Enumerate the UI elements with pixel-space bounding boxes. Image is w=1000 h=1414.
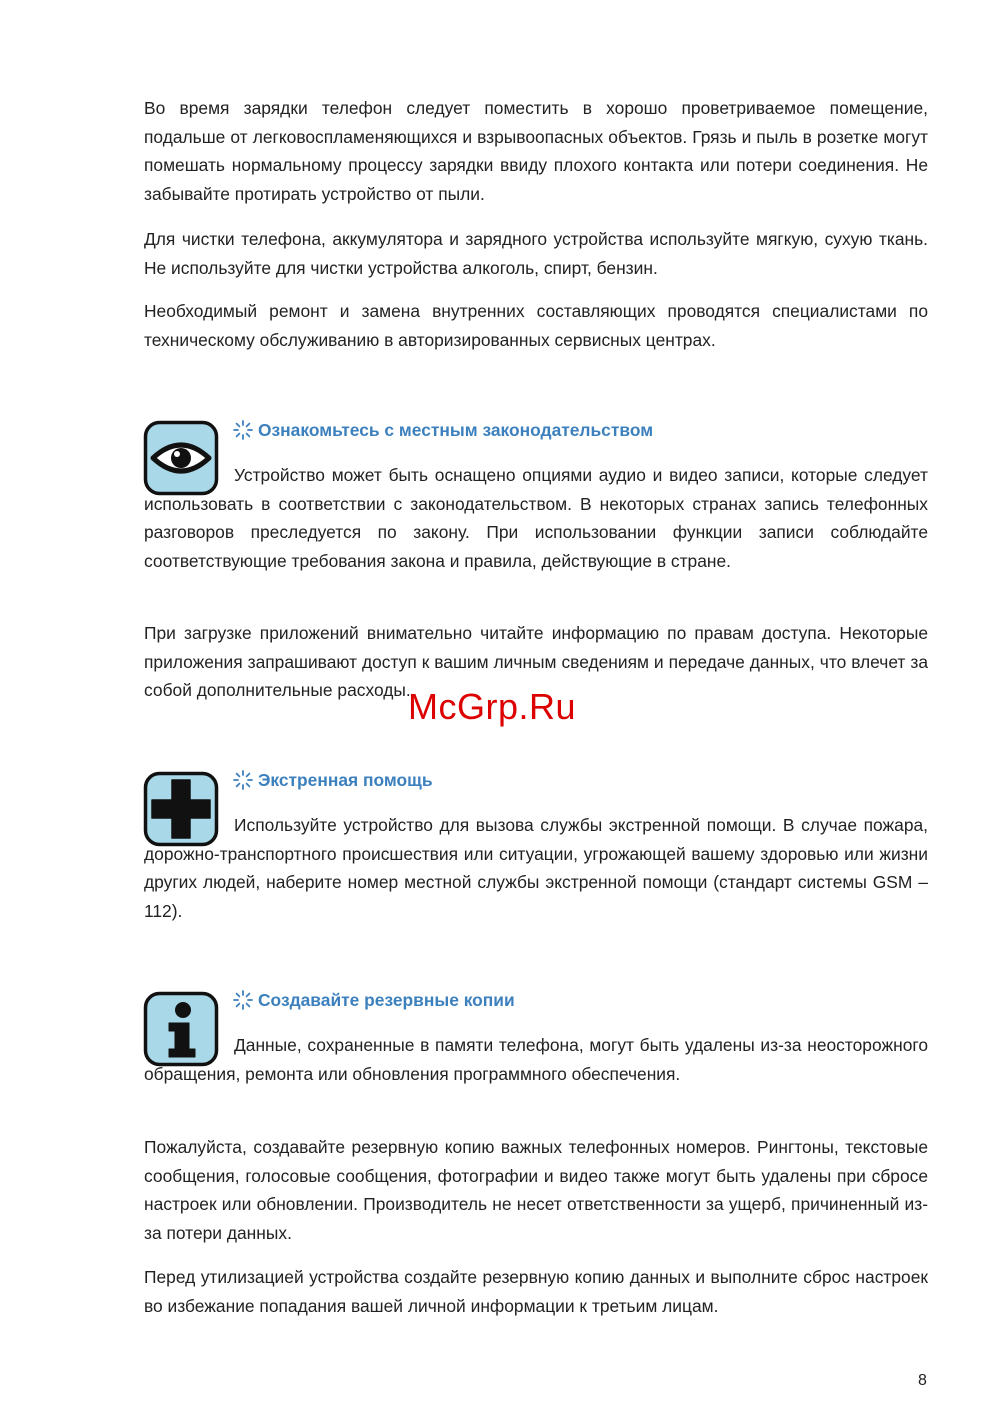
intro-paragraph-2: Для чистки телефона, аккумулятора и зарядного устройства используйте мягкую, сухую ткань. Не используйте для чистки устройства алкоголь, спирт, бензин. xyxy=(144,229,928,278)
section-heading-law xyxy=(233,418,653,442)
backup-paragraph-2: Пожалуйста, создавайте резервную копию важных телефонных номеров. Рингтоны, текстовые сообщения, голосовые сообщения, фотографии и видео также могут быть удалены при сбросе настроек или обновлении. Производитель не несет ответственности за ущерб, причиненный из-за потери данных. xyxy=(144,1137,928,1243)
section-title-backup: Создавайте резервные копии xyxy=(258,990,515,1010)
section-heading-backup xyxy=(233,988,515,1012)
sparkle-icon xyxy=(233,770,253,790)
section-title-emergency: Экстренная помощь xyxy=(258,770,433,790)
law-paragraph-2: При загрузке приложений внимательно читайте информацию по правам доступа. Некоторые приложения запрашивают доступ к вашим личным сведениям и передаче данных, что влечет за собой дополнительные расходы. xyxy=(144,623,928,700)
intro-paragraph-3: Необходимый ремонт и замена внутренних составляющих проводятся специалистами по техническому обслуживанию в авторизированных сервисных центрах. xyxy=(144,301,928,350)
backup-paragraph-1: Данные, сохраненные в памяти телефона, могут быть удалены из-за неосторожного обращения, ремонта или обновления программного обеспечения. xyxy=(144,1035,928,1084)
emergency-paragraph-1: Используйте устройство для вызова службы экстренной помощи. В случае пожара, дорожно-транспортного происшествия или ситуации, угрожающей вашему здоровью или жизни других людей, наберите номер местной службы экстренной помощи (стандарт системы GSM – 112). xyxy=(144,815,928,921)
page-number: 8 xyxy=(918,1372,927,1389)
section-title-law: Ознакомьтесь с местным законодательством xyxy=(258,420,654,440)
section-heading-emergency xyxy=(233,768,433,792)
sparkle-icon xyxy=(233,990,253,1010)
law-paragraph-1: Устройство может быть оснащено опциями аудио и видео записи, которые следует использовать в соответствии с законодательством. В некоторых странах запись телефонных разговоров преследуется по закону. При использовании функции записи соблюдайте соответствующие требования закона и правила, действующие в стране. xyxy=(144,465,928,571)
watermark: McGrp.Ru xyxy=(408,686,577,727)
sparkle-icon xyxy=(233,420,253,440)
intro-paragraph-1: Во время зарядки телефон следует поместить в хорошо проветриваемое помещение, подальше от легковоспламеняющихся и взрывоопасных объектов. Грязь и пыль в розетке могут помешать нормальному процессу зарядки ввиду плохого контакта или потери соединения. Не забывайте протирать устройство от пыли. xyxy=(144,98,928,204)
backup-paragraph-3: Перед утилизацией устройства создайте резервную копию данных и выполните сброс настроек во избежание попадания вашей личной информации к третьим лицам. xyxy=(144,1267,928,1316)
